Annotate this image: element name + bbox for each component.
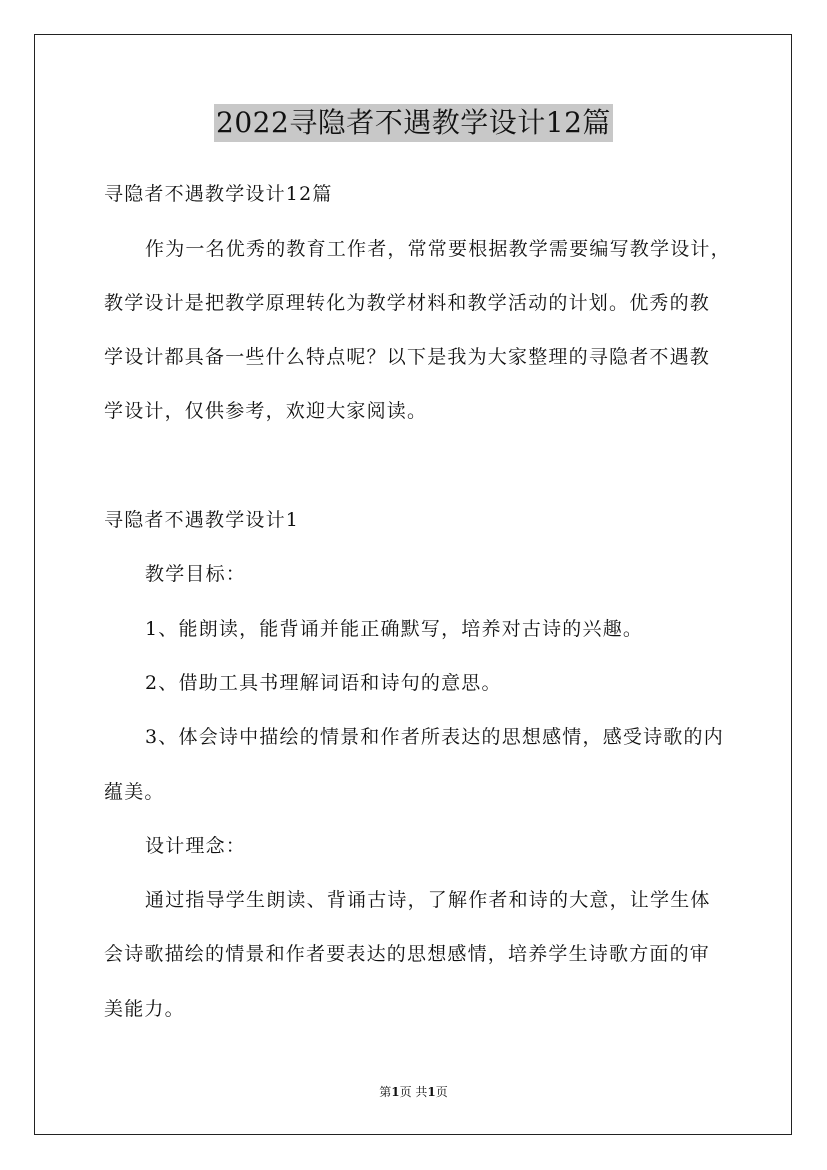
document-subtitle: 寻隐者不遇教学设计12篇 bbox=[104, 183, 333, 205]
goal-item-3: 3、体会诗中描绘的情景和作者所表达的思想感情，感受诗歌的内 bbox=[145, 726, 724, 748]
document-title: 2022寻隐者不遇教学设计12篇 bbox=[214, 104, 613, 142]
footer-page-mid: 页 共 bbox=[399, 1085, 428, 1099]
section-heading: 寻隐者不遇教学设计1 bbox=[104, 509, 300, 531]
intro-line-4: 学设计，仅供参考，欢迎大家阅读。 bbox=[104, 400, 428, 422]
concept-line-1: 通过指导学生朗读、背诵古诗，了解作者和诗的大意，让学生体 bbox=[145, 889, 711, 911]
title-wrap bbox=[0, 104, 827, 142]
footer-page-total: 1 bbox=[427, 1085, 436, 1099]
goal-item-2: 2、借助工具书理解词语和诗句的意思。 bbox=[145, 672, 502, 694]
concept-line-2: 会诗歌描绘的情景和作者要表达的思想感情，培养学生诗歌方面的审 bbox=[104, 943, 711, 965]
intro-line-3: 学设计都具备一些什么特点呢？以下是我为大家整理的寻隐者不遇教 bbox=[104, 346, 711, 368]
footer-page-suffix: 页 bbox=[435, 1085, 448, 1099]
concept-label: 设计理念： bbox=[145, 835, 247, 857]
page-footer bbox=[0, 1084, 827, 1100]
intro-line-1: 作为一名优秀的教育工作者，常常要根据教学需要编写教学设计， bbox=[145, 238, 731, 260]
footer-page-prefix: 第 bbox=[379, 1085, 392, 1099]
goals-label: 教学目标： bbox=[145, 563, 247, 585]
intro-line-2: 教学设计是把教学原理转化为教学材料和教学活动的计划。优秀的教 bbox=[104, 292, 711, 314]
goal-item-1: 1、能朗读，能背诵并能正确默写，培养对古诗的兴趣。 bbox=[145, 618, 644, 640]
footer-page-current: 1 bbox=[391, 1085, 400, 1099]
concept-line-3: 美能力。 bbox=[104, 998, 185, 1020]
goal-item-3-cont: 蕴美。 bbox=[104, 781, 165, 803]
